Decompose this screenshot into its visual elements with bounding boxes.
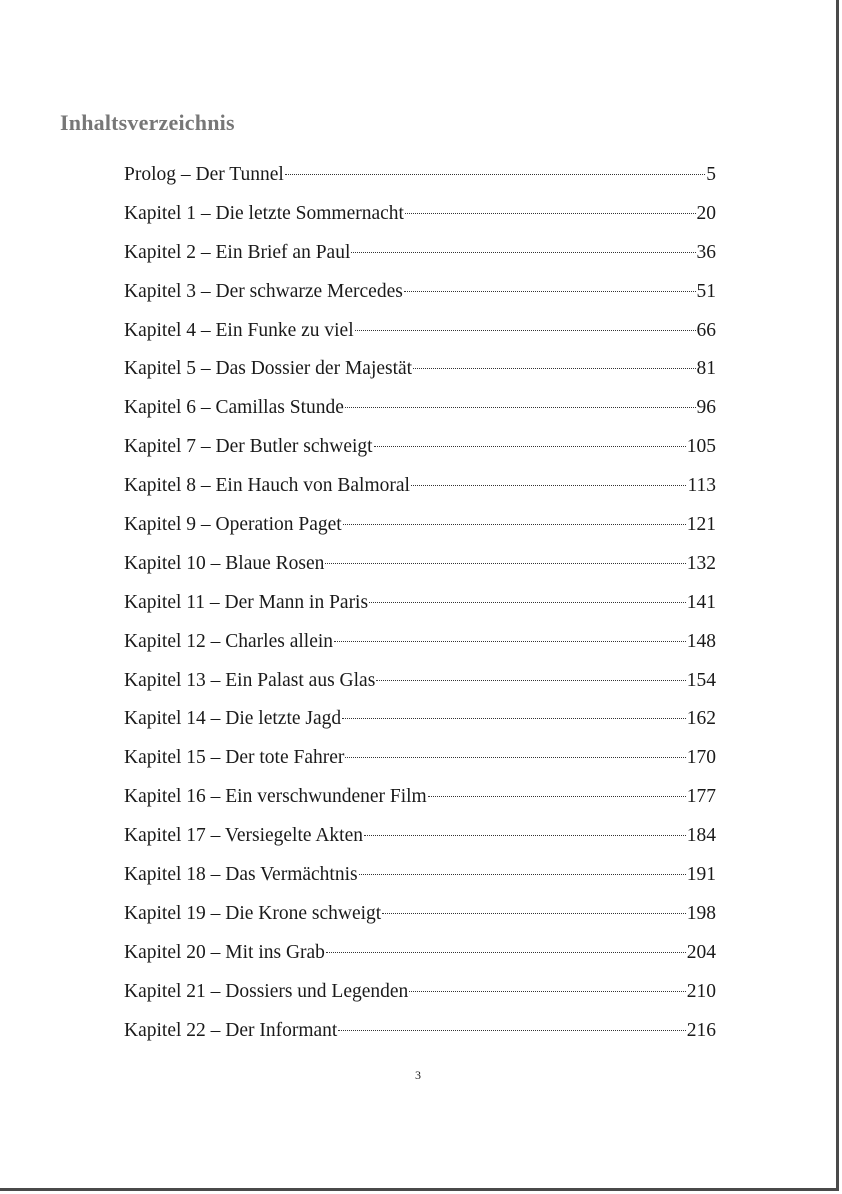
toc-entry-page-number: 216 — [686, 1019, 716, 1041]
toc-entry-page-number: 210 — [686, 980, 716, 1002]
toc-dot-leader — [325, 563, 685, 564]
toc-entry[interactable] — [124, 973, 716, 1012]
toc-entry[interactable] — [124, 350, 716, 389]
toc-dot-leader — [428, 796, 686, 797]
toc-entry-page-number: 204 — [686, 941, 716, 963]
toc-entry-page-number: 81 — [696, 358, 716, 380]
toc-entry-page-number: 162 — [686, 708, 716, 730]
toc-entry[interactable] — [124, 506, 716, 545]
toc-entry-title: Kapitel 20 – Mit ins Grab — [124, 941, 325, 963]
toc-entry-title: Kapitel 13 – Ein Palast aus Glas — [124, 669, 376, 691]
toc-dot-leader — [411, 485, 687, 486]
toc-entry[interactable] — [124, 234, 716, 273]
toc-entry-page-number: 170 — [686, 747, 716, 769]
page-number: 3 — [415, 1068, 421, 1082]
toc-dot-leader — [369, 602, 686, 603]
toc-entry-page-number: 141 — [686, 591, 716, 613]
toc-entry-page-number: 105 — [686, 436, 716, 458]
toc-dot-leader — [382, 913, 686, 914]
toc-entry-page-number: 184 — [686, 825, 716, 847]
toc-entry[interactable] — [124, 817, 716, 856]
toc-dot-leader — [345, 407, 696, 408]
toc-dot-leader — [351, 252, 695, 253]
toc-entry-title: Kapitel 11 – Der Mann in Paris — [124, 591, 369, 613]
toc-entry-page-number: 132 — [686, 552, 716, 574]
toc-dot-leader — [338, 1030, 685, 1031]
toc-dot-leader — [405, 213, 696, 214]
toc-entry-title: Kapitel 10 – Blaue Rosen — [124, 552, 325, 574]
toc-entry-page-number: 36 — [696, 241, 716, 263]
toc-entry-page-number: 5 — [706, 164, 716, 185]
toc-entry-title: Kapitel 7 – Der Butler schweigt — [124, 436, 373, 458]
toc-entry-page-number: 113 — [687, 475, 716, 497]
toc-entry-title: Kapitel 21 – Dossiers und Legenden — [124, 980, 409, 1002]
toc-entry-title: Kapitel 22 – Der Informant — [124, 1019, 338, 1041]
toc-entry-title: Kapitel 14 – Die letzte Jagd — [124, 708, 342, 730]
toc-dot-leader — [359, 874, 686, 875]
toc-entry-title: Kapitel 15 – Der tote Fahrer — [124, 747, 345, 769]
toc-heading: Inhaltsverzeichnis — [60, 110, 235, 135]
toc-entry[interactable] — [124, 545, 716, 584]
toc-dot-leader — [355, 330, 696, 331]
toc-entry[interactable] — [124, 195, 716, 234]
toc-dot-leader — [409, 991, 685, 992]
toc-entry-title: Kapitel 18 – Das Vermächtnis — [124, 864, 358, 886]
toc-entry[interactable] — [124, 312, 716, 351]
toc-entry-title: Kapitel 19 – Die Krone schweigt — [124, 902, 382, 924]
toc-entry[interactable] — [124, 856, 716, 895]
toc-entry-title: Kapitel 1 – Die letzte Sommernacht — [124, 202, 404, 224]
toc-dot-leader — [326, 952, 686, 953]
toc-entry-page-number: 198 — [686, 902, 716, 924]
toc-entry[interactable] — [124, 428, 716, 467]
toc-entry-page-number: 177 — [686, 786, 716, 808]
toc-entry[interactable] — [124, 389, 716, 428]
toc-entry[interactable] — [124, 934, 716, 973]
toc-dot-leader — [404, 291, 696, 292]
toc-entry-title: Kapitel 16 – Ein verschwundener Film — [124, 786, 427, 808]
toc-entry[interactable] — [124, 662, 716, 701]
toc-entry-title: Prolog – Der Tunnel — [124, 164, 284, 185]
toc-entry-title: Kapitel 9 – Operation Paget — [124, 514, 342, 536]
toc-entry-title: Kapitel 2 – Ein Brief an Paul — [124, 241, 351, 263]
toc-dot-leader — [413, 368, 695, 369]
toc-entry-page-number: 148 — [686, 630, 716, 652]
toc-dot-leader — [364, 835, 686, 836]
toc-entry[interactable] — [124, 623, 716, 662]
toc-entry-title: Kapitel 5 – Das Dossier der Majestät — [124, 358, 413, 380]
toc-entry-page-number: 66 — [696, 319, 716, 341]
toc-dot-leader — [374, 446, 686, 447]
toc-entry-title: Kapitel 8 – Ein Hauch von Balmoral — [124, 475, 410, 497]
toc-entry[interactable] — [124, 1012, 716, 1051]
toc-dot-leader — [342, 718, 686, 719]
toc-dot-leader — [343, 524, 686, 525]
toc-entry[interactable] — [124, 778, 716, 817]
toc-entry[interactable] — [124, 895, 716, 934]
toc-entry-page-number: 121 — [686, 514, 716, 536]
toc-entry[interactable] — [124, 467, 716, 506]
toc-entry-page-number: 96 — [696, 397, 716, 419]
toc-entry-title: Kapitel 17 – Versiegelte Akten — [124, 825, 363, 847]
toc-entry-title: Kapitel 4 – Ein Funke zu viel — [124, 319, 354, 341]
table-of-contents — [124, 156, 716, 1050]
toc-entry-page-number: 20 — [696, 202, 716, 224]
toc-entry-title: Kapitel 3 – Der schwarze Mercedes — [124, 280, 403, 302]
toc-entry-page-number: 154 — [686, 669, 716, 691]
toc-entry[interactable] — [124, 156, 716, 195]
toc-entry-page-number: 191 — [686, 864, 716, 886]
toc-entry-title: Kapitel 6 – Camillas Stunde — [124, 397, 344, 419]
toc-entry[interactable] — [124, 739, 716, 778]
toc-entry-title: Kapitel 12 – Charles allein — [124, 630, 334, 652]
toc-entry[interactable] — [124, 584, 716, 623]
toc-entry-page-number: 51 — [696, 280, 716, 302]
toc-dot-leader — [376, 680, 685, 681]
toc-dot-leader — [345, 757, 685, 758]
toc-entry[interactable] — [124, 700, 716, 739]
toc-dot-leader — [285, 174, 705, 175]
toc-dot-leader — [334, 641, 686, 642]
toc-entry[interactable] — [124, 273, 716, 312]
